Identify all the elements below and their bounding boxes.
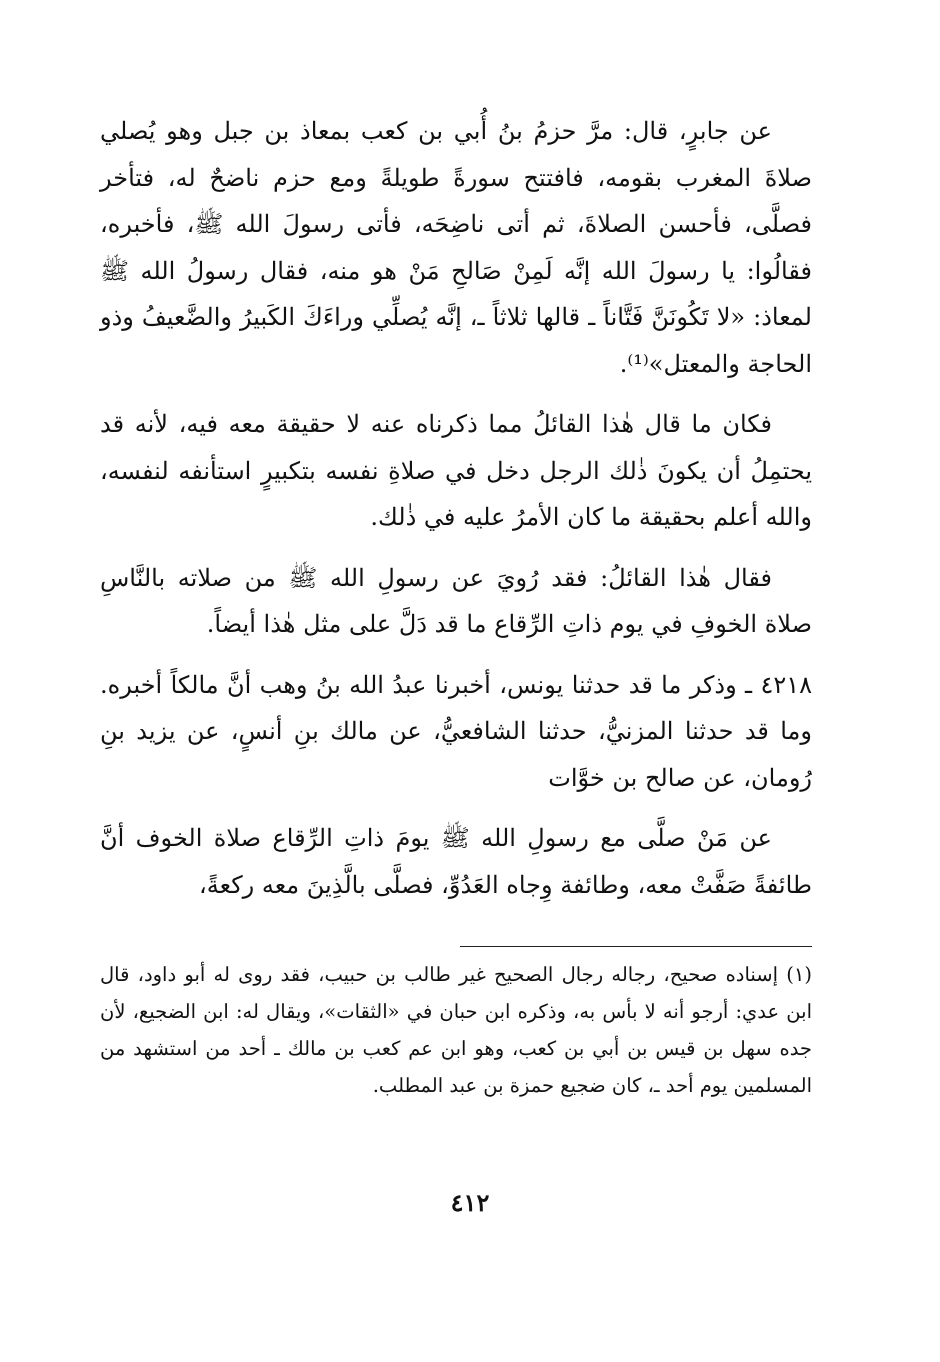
main-text — [100, 108, 812, 922]
paragraph-3: فقال هٰذا القائلُ: فقد رُويَ عن رسولِ الله ﷺ من صلاته بالنَّاسِ صلاة الخوفِ في يوم ذاتِ الرِّقاع ما قد دَلَّ على مثل هٰذا أيضاً. — [100, 563, 812, 638]
footnote-1: (١) إسناده صحيح، رجاله رجال الصحيح غير طالب بن حبيب، فقد روى له أبو داود، قال ابن عدي: أرجو أنه لا بأس به، وذكره ابن حبان في «الثقات»، ويقال له: ابن الضجيع، لأن جده سهل بن قيس بن أبي بن كعب، وهو ابن عم كعب بن مالك ـ أحد من استشهد من المسلمين يوم أحد ـ، كان ضجيع حمزة بن عبد المطلب. — [100, 963, 812, 1097]
footnote-separator — [460, 946, 812, 947]
paragraph-5: عن مَنْ صلَّى مع رسولِ الله ﷺ يومَ ذاتِ الرِّقاع صلاة الخوف أنَّ طائفةً صَفَّتْ معه، وطائفة وِجاه العَدُوِّ، فصلَّى بالَّذِينَ معه ركعةً، — [100, 824, 812, 899]
paragraph-hadith-4218: ٤٢١٨ ـ وذكر ما قد حدثنا يونس، أخبرنا عبدُ الله بنُ وهب أنَّ مالكاً أخبره. وما قد حدثنا المزنيُّ، حدثنا الشافعيُّ، عن مالك بنِ أنسٍ، عن يزيد بنِ رُومان، عن صالح بن خوَّات — [100, 670, 812, 792]
paragraph-2: فكان ما قال هٰذا القائلُ مما ذكرناه عنه لا حقيقة معه فيه، لأنه قد يحتمِلُ أن يكونَ ذٰلك الرجل دخل في صلاةِ نفسه بتكبيرٍ استأنفه لنفسه، والله أعلم بحقيقة ما كان الأمرُ عليه في ذٰلك. — [100, 410, 812, 531]
paragraph-1: عن جابرٍ، قال: مرَّ حزمُ بنُ أُبي بن كعب بمعاذ بن جبل وهو يُصلي صلاةَ المغرب بقومه، فافتتح سورةً طويلةً ومع حزم ناضحٌ له، فتأخر فصلَّى، فأحسن الصلاةَ، ثم أتى ناضِحَه، فأتى رسولَ الله ﷺ، فأخبره، فقالُوا: يا رسولَ الله إنَّه لَمِنْ صَالحِ مَنْ هو منه، فقال رسولُ الله ﷺ لمعاذ: «لا تَكُونَنَّ فَتَّاناً ـ قالها ثلاثاً ـ، إنَّه يُصلِّي وراءَكَ الكَبيرُ والضَّعيفُ وذو الحاجة والمعتل»⁽¹⁾. — [100, 117, 812, 378]
page-number: ٤١٢ — [450, 1188, 490, 1217]
